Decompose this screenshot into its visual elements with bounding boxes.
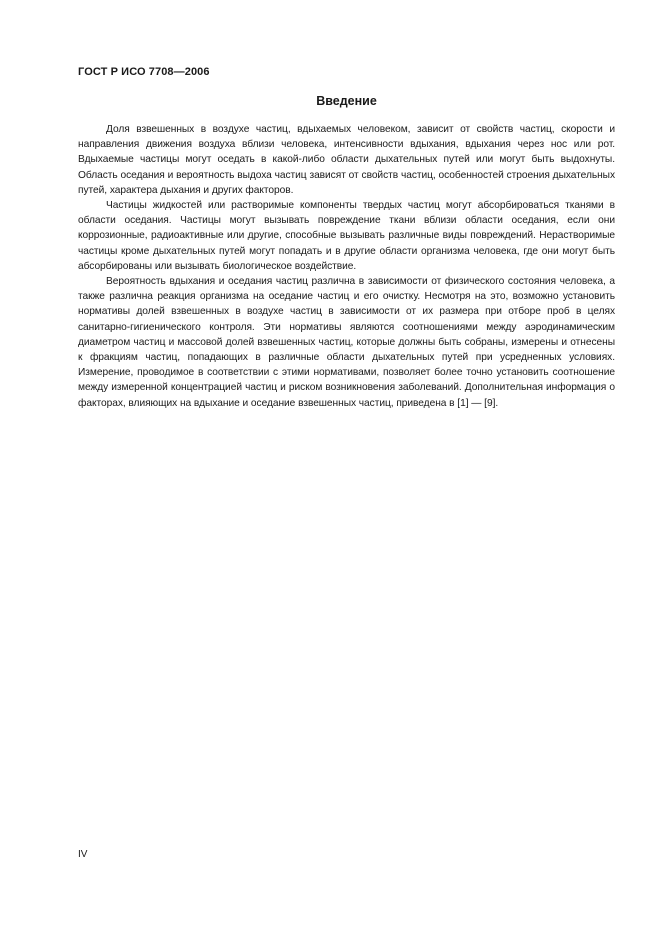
paragraph-1: Доля взвешенных в воздухе частиц, вдыхаемых человеком, зависит от свойств частиц, скорости и направления движения воздуха вблизи человека, интенсивности вдыхания, вдыхания через нос или рот. Вдыхаемые частицы могут оседать в какой-либо области дыхательных путей или могут быть выдохнуты. Область оседания и вероятность выдоха частиц зависят от свойств частиц, особенностей строения дыхательных путей, характера дыхания и других факторов. — [78, 124, 615, 196]
paragraph-3: Вероятность вдыхания и оседания частиц различна в зависимости от физического состояния человека, а также различна реакция организма на оседание частиц и его очистку. Несмотря на это, возможно установить нормативы долей взвешенных в воздухе частиц в зависимости от их размера при отборе проб в целях санитарно-гигиенического контроля. Эти нормативы являются соотношениями между аэродинамическим диаметром частиц и массовой долей взвешенных частиц, которые должны быть собраны, измерены и отнесены к фракциям частиц, попадающих в различные области дыхательных путей при усредненных условиях. Измерение, проводимое в соответствии с этими нормативами, позволяет более точно установить соотношение между измеренной концентрацией частиц и риском возникновения заболеваний. Дополнительная информация о факторах, влияющих на вдыхание и оседание взвешенных частиц, приведена в [1] — [9]. — [78, 276, 615, 409]
paragraph-2: Частицы жидкостей или растворимые компоненты твердых частиц могут абсорбироваться тканями в области оседания. Частицы могут вызывать повреждение ткани вблизи области оседания, если они коррозионные, радиоактивные или другие, способные вызывать различные виды повреждений. Нерастворимые частицы кроме дыхательных путей могут попадать и в другие области организма человека, где они могут быть абсорбированы или вызывать биологическое воздействие. — [78, 200, 615, 272]
section-title: Введение — [316, 94, 377, 108]
page-number: IV — [78, 849, 88, 860]
standard-code-header: ГОСТ Р ИСО 7708—2006 — [78, 66, 210, 78]
introduction-body — [78, 122, 615, 411]
